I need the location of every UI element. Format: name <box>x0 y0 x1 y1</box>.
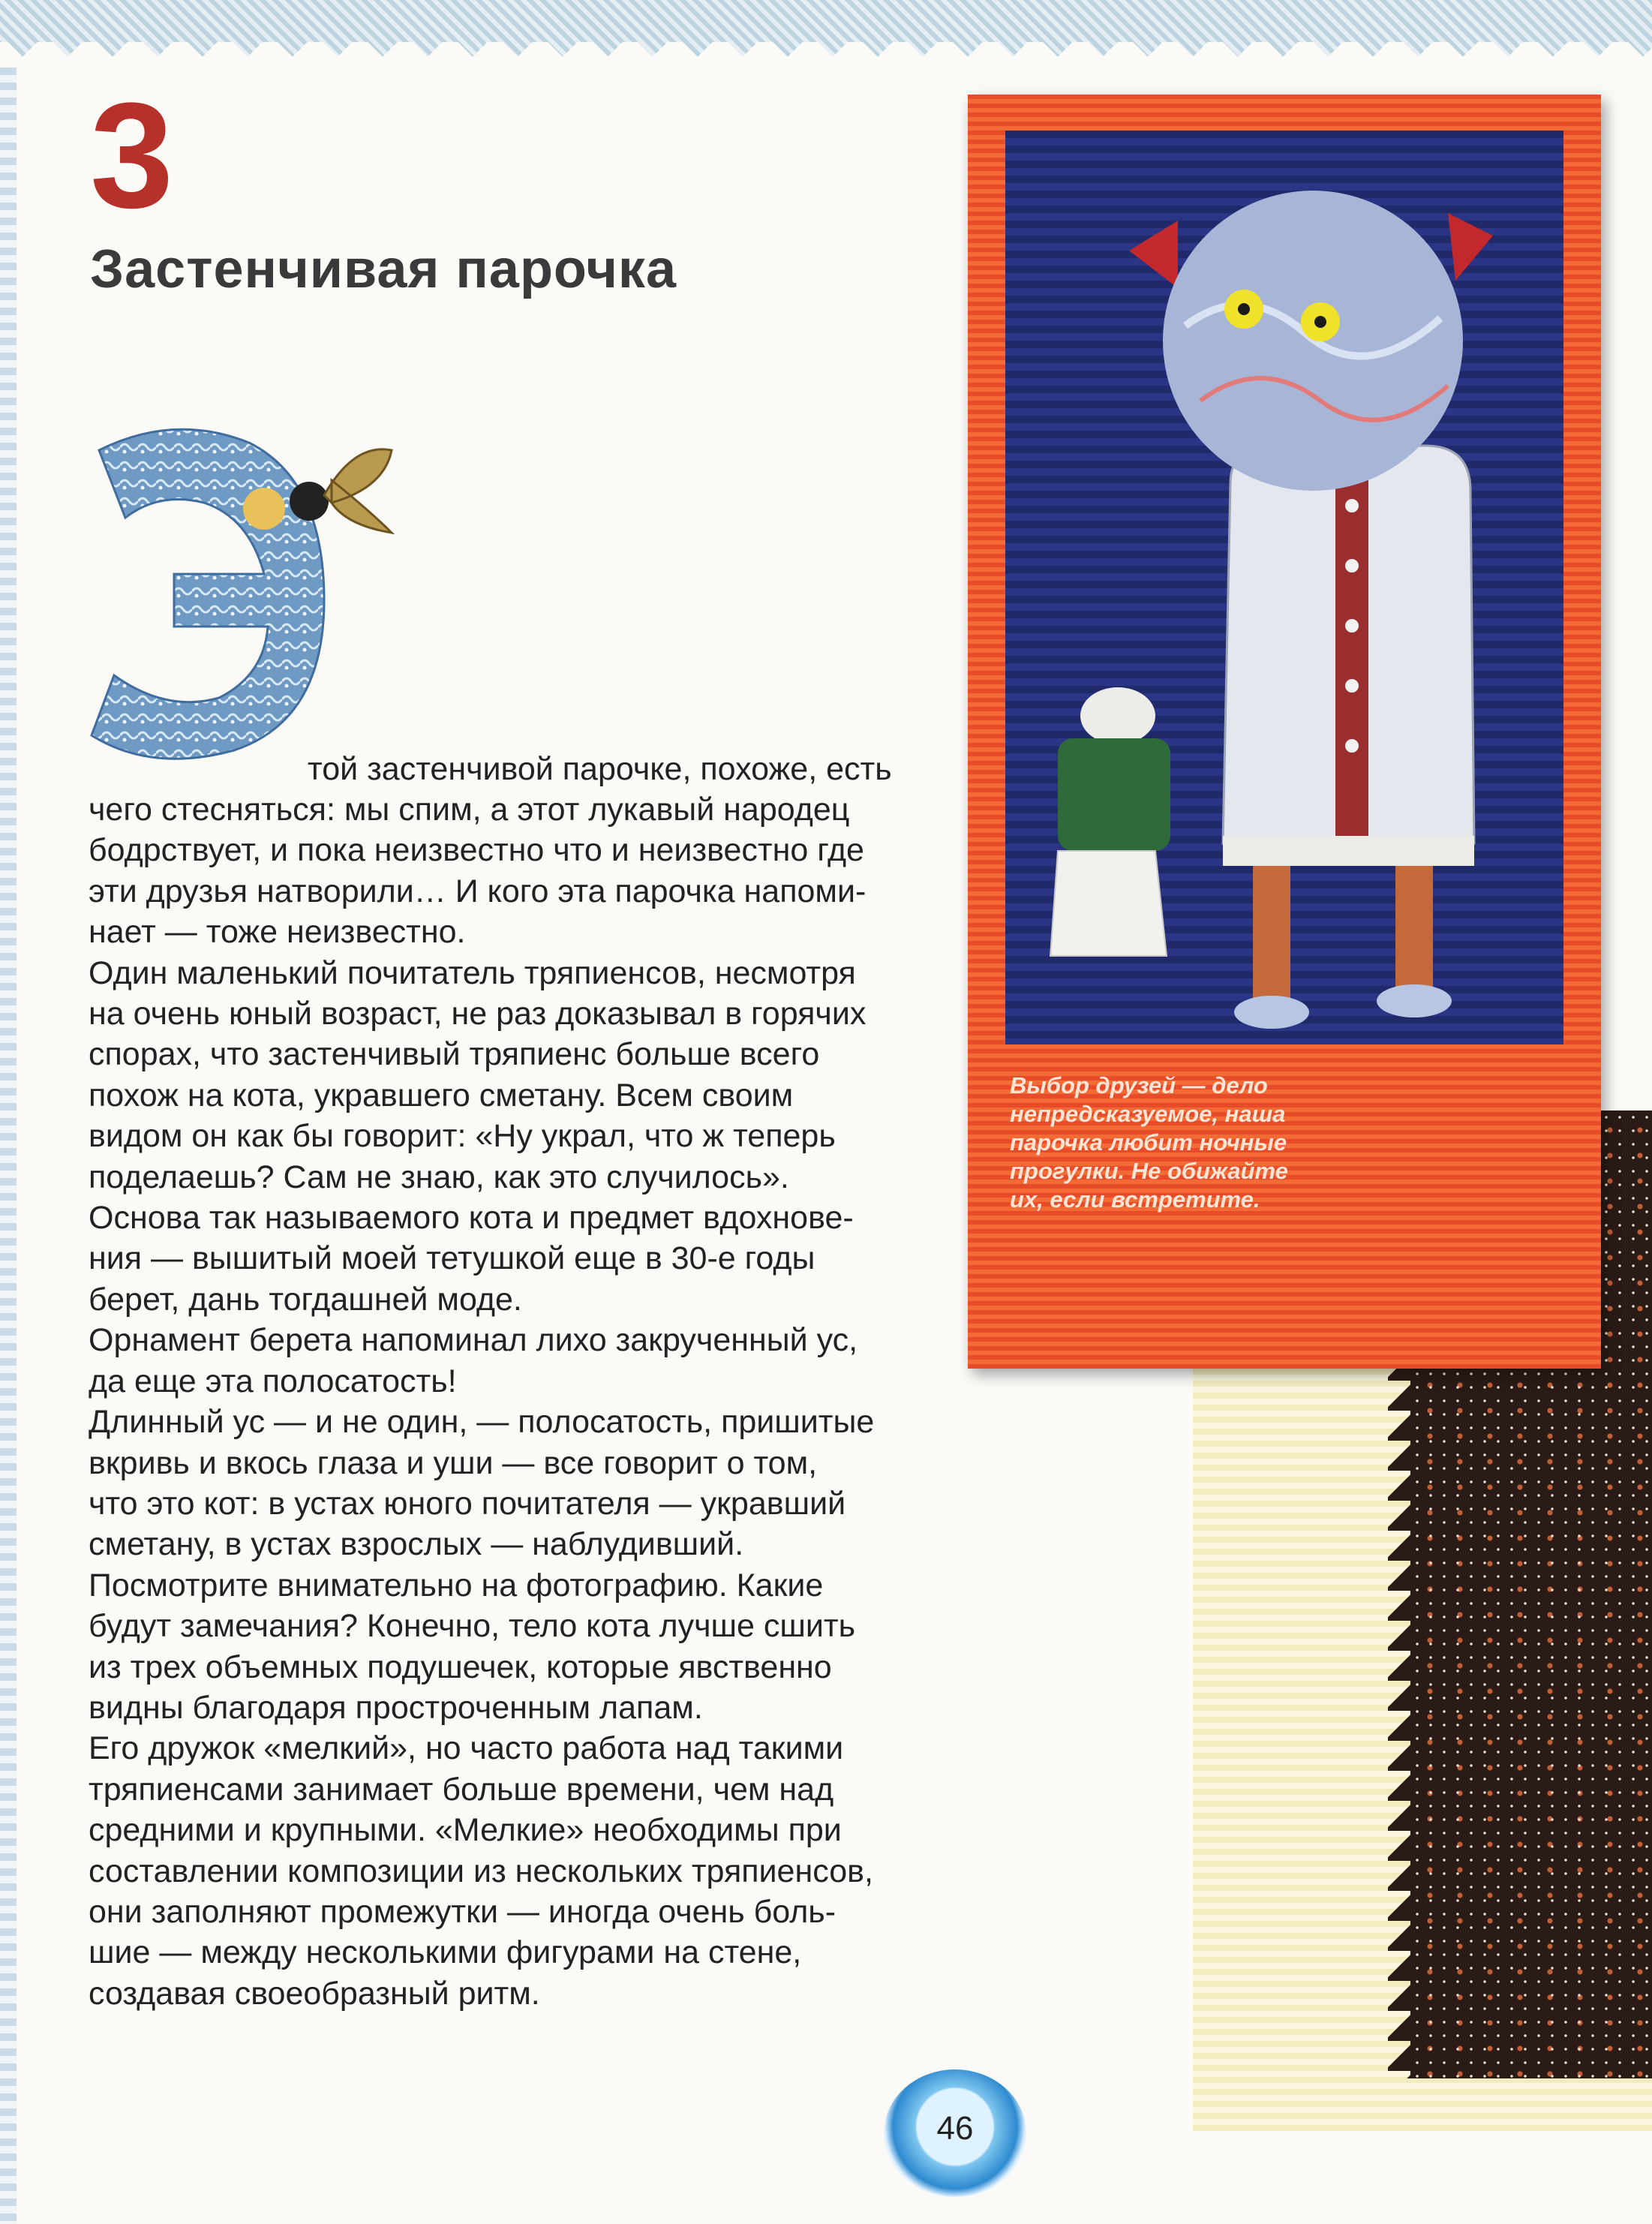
caption-line: их, если встретите. <box>1010 1186 1260 1213</box>
body-line: они заполняют промежутки — иногда очень боль- <box>89 1893 837 1930</box>
photo <box>1005 131 1563 1044</box>
body-line: тряпиенсами занимает больше времени, чем над <box>89 1771 834 1808</box>
body-text <box>89 789 929 2014</box>
body-line: Один маленький почитатель тряпиенсов, несмотря <box>89 954 856 991</box>
caption-line: прогулки. Не обижайте <box>1010 1158 1288 1184</box>
body-first-line: той застенчивой парочке, похоже, есть <box>308 751 892 787</box>
body-line: из трех объемных подушечек, которые явственно <box>89 1648 832 1685</box>
body-line: видны благодаря простроченным лапам. <box>89 1689 703 1726</box>
body-line: берет, дань тогдашней моде. <box>89 1281 522 1318</box>
body-line: Основа так называемого кота и предмет вдохнове- <box>89 1200 854 1237</box>
body-line: Длинный ус — и не один, — полосатость, пришитые <box>89 1404 875 1441</box>
body-line: бодрствует, и пока неизвестно что и неизвестно где <box>89 832 864 869</box>
body-line: чего стесняться: мы спим, а этот лукавый народец <box>89 792 850 828</box>
body-line: видом он как бы говорит: «Ну украл, что ж теперь <box>89 1118 836 1155</box>
body-line: похож на кота, укравшего сметану. Всем своим <box>89 1077 794 1114</box>
chapter-number: 3 <box>90 72 174 239</box>
body-line: Посмотрите внимательно на фотографию. Какие <box>89 1567 824 1603</box>
caption-line: Выбор друзей — дело <box>1010 1072 1268 1098</box>
bead-yellow-icon <box>243 488 285 530</box>
dropcap-letter-icon <box>84 420 399 765</box>
dropcap-shape <box>92 429 324 759</box>
body-line: составлении композиции из нескольких тряпиенсов, <box>89 1853 873 1889</box>
body-line: на очень юный возраст, не раз доказывал в горячих <box>89 996 867 1032</box>
body-line: Его дружок «мелкий», но часто работа над такими <box>89 1730 844 1767</box>
body-line: сметану, в устах взрослых — наблудивший. <box>89 1526 744 1563</box>
photo-frame <box>968 95 1601 1369</box>
body-line: шие — между несколькими фигурами на стене, <box>89 1934 802 1971</box>
body-line: что это кот: в устах юного почитателя — укравший <box>89 1485 846 1522</box>
body-line: вкривь и вкось глаза и уши — все говорит о том, <box>89 1444 818 1481</box>
toy-pair-illustration-icon <box>1005 131 1563 1044</box>
body-line: создавая своеобразный ритм. <box>89 1975 540 2012</box>
body-line: поделаешь? Сам не знаю, как это случилось». <box>89 1159 789 1195</box>
body-line: ния — вышитый моей тетушкой еще в 30-е годы <box>89 1240 815 1277</box>
body-line: эти друзья натворили… И кого эта парочка напоми- <box>89 873 867 909</box>
left-edge-border <box>0 68 17 2224</box>
body-line: да еще эта полосатость! <box>89 1363 457 1399</box>
bead-black-icon <box>290 482 329 521</box>
page-number: 46 <box>936 2110 974 2147</box>
leaf-ornament-icon <box>324 449 392 533</box>
chapter-title: Застенчивая парочка <box>90 239 677 299</box>
body-line: будут замечания? Конечно, тело кота лучше сшить <box>89 1608 855 1645</box>
body-line: нает — тоже неизвестно. <box>89 914 466 951</box>
body-line: спорах, что застенчивый тряпиенс больше всего <box>89 1036 820 1073</box>
caption-line: непредсказуемое, наша <box>1010 1101 1286 1127</box>
body-line: средними и крупными. «Мелкие» необходимы при <box>89 1812 842 1849</box>
page-number-button-icon <box>884 2069 1026 2197</box>
zigzag-top-border <box>0 0 1652 72</box>
caption-line: парочка любит ночные <box>1010 1129 1287 1156</box>
body-line: Орнамент берета напоминал лихо закрученный ус, <box>89 1322 858 1359</box>
photo-caption <box>1010 1071 1400 1214</box>
